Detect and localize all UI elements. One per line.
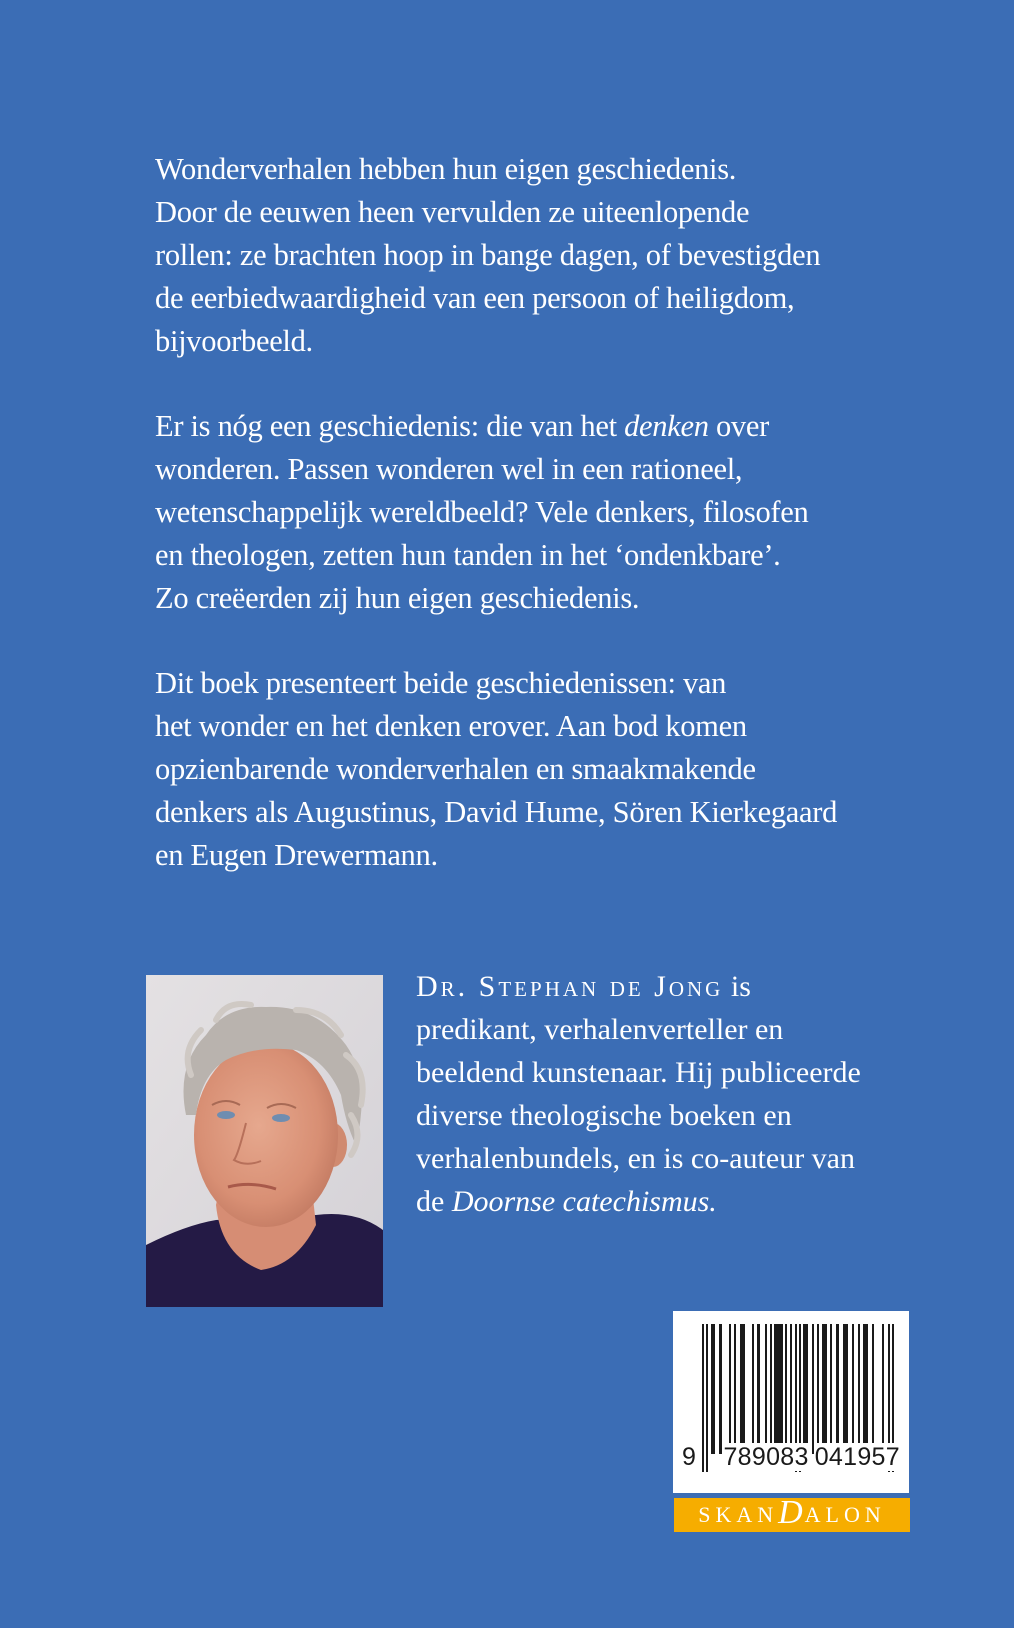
blurb-line: bijvoorbeeld. — [155, 324, 313, 358]
blurb-paragraph-3 — [155, 662, 915, 877]
blurb-line: Door de eeuwen heen vervulden ze uiteenlopende — [155, 195, 750, 229]
blurb-line: en theologen, zetten hun tanden in het ‘ondenkbare’. — [155, 538, 781, 572]
blurb-text: over — [708, 409, 769, 443]
author-bio — [416, 965, 936, 1223]
isbn-number — [681, 1442, 903, 1472]
author-bio-line: diverse theologische boeken en — [416, 1099, 792, 1132]
author-bio-line — [416, 965, 936, 1008]
isbn-group-1: 789083 — [723, 1443, 809, 1471]
blurb-line: het wonder en het denken erover. Aan bod komen — [155, 709, 747, 743]
logo-text-part-2: ALON — [804, 1502, 886, 1527]
author-photo — [146, 975, 383, 1307]
author-portrait-image — [146, 975, 383, 1307]
blurb-line: Wonderverhalen hebben hun eigen geschiedenis. — [155, 152, 737, 186]
blurb-line: Zo creëerden zij hun eigen geschiedenis. — [155, 581, 640, 615]
isbn-prefix: 9 — [682, 1443, 697, 1471]
author-bio-line: predikant, verhalenverteller en — [416, 1013, 784, 1046]
blurb-paragraph-2 — [155, 405, 915, 620]
blurb-line: de eerbiedwaardigheid van een persoon of heiligdom, — [155, 281, 795, 315]
logo-big-letter: D — [778, 1494, 803, 1531]
author-bio-text: de — [416, 1185, 452, 1218]
book-title-reference: Doornse catechismus. — [451, 1185, 717, 1218]
author-bio-line — [416, 1180, 936, 1223]
blurb-emphasis: denken — [624, 409, 709, 443]
blurb-line: Dit boek presenteert beide geschiedenissen: van — [155, 666, 727, 700]
blurb-text: Er is nóg een geschiedenis: die van het — [155, 409, 625, 443]
blurb-line: opzienbarende wonderverhalen en smaakmakende — [155, 752, 756, 786]
blurb-line: denkers als Augustinus, David Hume, Sören Kierkegaard — [155, 795, 838, 829]
isbn-barcode — [673, 1311, 909, 1493]
publisher-logo — [674, 1494, 910, 1532]
blurb-line: wonderen. Passen wonderen wel in een rationeel, — [155, 452, 743, 486]
logo-text-part-1: SKAN — [698, 1502, 779, 1527]
blurb-paragraph-1 — [155, 148, 915, 363]
author-name: Dr. Stephan de Jong — [416, 970, 724, 1003]
author-bio-line: verhalenbundels, en is co-auteur van — [416, 1142, 855, 1175]
author-bio-text: is — [723, 970, 751, 1003]
isbn-group-2: 041957 — [814, 1443, 900, 1471]
blurb-line: rollen: ze brachten hoop in bange dagen, of bevestigden — [155, 238, 821, 272]
blurb-line: wetenschappelijk wereldbeeld? Vele denkers, filosofen — [155, 495, 809, 529]
blurb-line — [155, 405, 915, 448]
author-bio-line: beeldend kunstenaar. Hij publiceerde — [416, 1056, 861, 1089]
blurb-line: en Eugen Drewermann. — [155, 838, 438, 872]
